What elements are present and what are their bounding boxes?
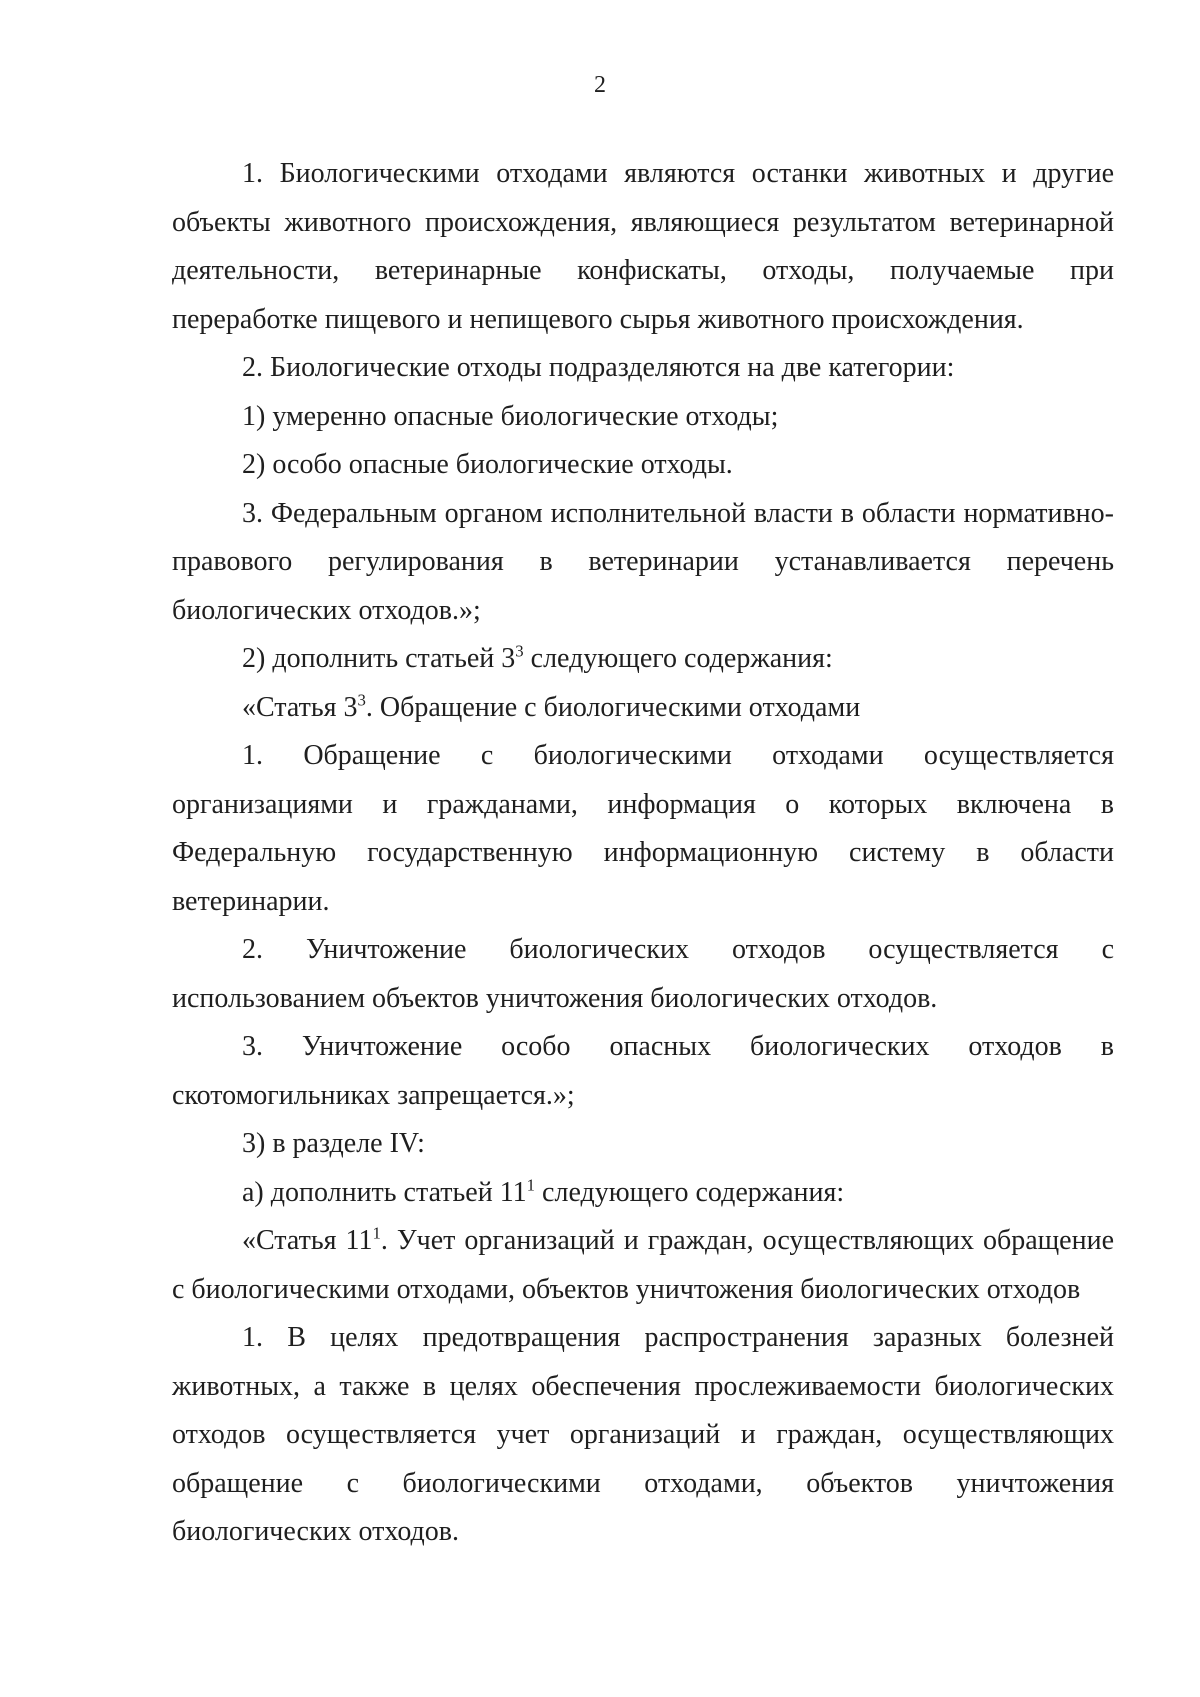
- text-fragment: «Статья 3: [242, 691, 358, 723]
- paragraph-federal-list: 3. Федеральным органом исполнительной власти в области нормативно-правового регулирования в ветеринарии устанавливается перечень биологических отходов.»;: [172, 497, 1114, 626]
- superscript: 3: [515, 641, 524, 661]
- text-fragment: . Учет организаций и граждан, осуществляющих обращение с биологическими отходами, объектов уничтожения биологических отходов: [172, 1225, 1115, 1305]
- paragraph-article-3-3-title: [172, 684, 1114, 733]
- text-fragment: а) дополнить статьей 11: [242, 1176, 527, 1208]
- text-fragment: «Статья 11: [242, 1225, 373, 1256]
- text-fragment: . Обращение с биологическими отходами: [365, 691, 861, 723]
- paragraph-accounting: 1. В целях предотвращения распространения заразных болезней животных, а также в целях обеспечения прослеживаемости биологических отходов осуществляется учет организаций и граждан, осуществляющих обращение с биологическими отходами, объектов уничтожения биологических отходов.: [172, 1322, 1114, 1547]
- paragraph-article-11-1-title: [172, 1217, 1114, 1314]
- superscript: 1: [526, 1175, 536, 1195]
- paragraph-amend-article-11-1: [172, 1169, 1114, 1218]
- paragraph-definition: 1. Биологическими отходами являются останки животных и другие объекты животного происхождения, являющиеся результатом ветеринарной деятельности, ветеринарные конфискаты, отходы, получаемые при переработке пищевого и непищевого сырья животного происхождения.: [172, 158, 1114, 335]
- paragraph-prohibition: 3. Уничтожение особо опасных биологических отходов в скотомогильниках запрещается.»;: [172, 1031, 1114, 1111]
- paragraph-section-iv: 3) в разделе IV:: [242, 1128, 425, 1159]
- paragraph-categories: 2. Биологические отходы подразделяются на две категории:: [242, 352, 955, 383]
- text-fragment: следующего содержания:: [535, 1176, 845, 1208]
- paragraph-category-dangerous: 2) особо опасные биологические отходы.: [242, 449, 733, 480]
- text-fragment: следующего содержания:: [523, 643, 833, 674]
- document-body: [172, 150, 1114, 1557]
- text-fragment: 2) дополнить статьей 3: [242, 643, 516, 674]
- superscript: 3: [357, 690, 366, 710]
- paragraph-handling: 1. Обращение с биологическими отходами осуществляется организациями и гражданами, информация о которых включена в Федеральную государственную информационную систему в области ветеринарии.: [172, 740, 1114, 917]
- paragraph-amend-article-3-3: [172, 635, 1114, 684]
- page-number: 2: [594, 72, 606, 98]
- superscript: 1: [372, 1223, 381, 1243]
- paragraph-category-moderate: 1) умеренно опасные биологические отходы;: [242, 400, 779, 432]
- paragraph-destruction: 2. Уничтожение биологических отходов осуществляется с использованием объектов уничтожения биологических отходов.: [172, 934, 1114, 1014]
